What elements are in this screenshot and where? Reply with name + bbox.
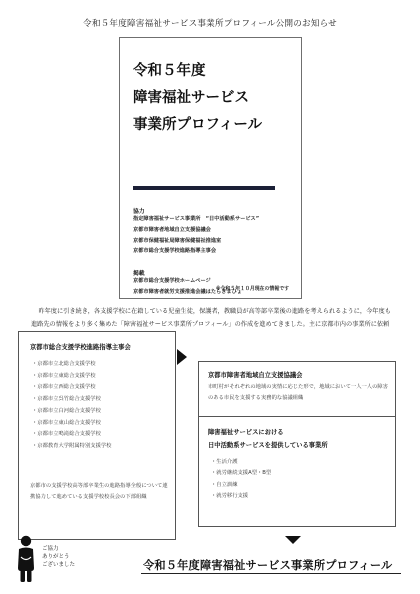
footer-underline [141,573,401,574]
right-bottom-heading: 障害福祉サービスにおける 日中活動系サービスを提供している事業所 [208,429,328,449]
list-item: 京都市障害者就労支援推進会議はたらきまひょ [133,288,242,295]
list-item: ・京都市立西総合支援学校 [32,384,96,391]
list-item: 京都市総合支援学校ホームページ [133,278,211,284]
right-bottom-info-box [198,416,396,527]
list-item: ・生活介護 [211,459,238,465]
right-top-info-box [198,361,396,417]
arrow-down-icon [285,536,301,544]
cooperation-list [133,214,259,257]
list-item: ・京都市立北総合支援学校 [32,361,96,367]
list-item: ・就労移行支援 [211,492,249,499]
footer-title: 令和５年度障害福祉サービス事業所プロフィール [143,559,393,572]
list-item: ・京都市立鳴滝総合支援学校 [32,431,101,438]
intro-paragraph: 昨年度に引き続き，各支援学校に在籍している児童生徒，保護者，教職員が高等部卒業後の進路を考えられるように，今年度も進路先の情報をより多く集めた「障害福祉サービス事業所プロフィール」の作成を進めてきました。主に京都市内の事業所に依頼 [31,308,391,328]
left-info-box [18,331,176,540]
list-item: ・就労継続支援A型・B型 [211,470,272,477]
list-item: ・自立訓練 [211,481,238,488]
list-item: 指定障害福祉サービス事業所 “日中活動系サービス” [133,216,260,222]
bowing-person-icon [14,535,38,583]
school-list [32,359,111,453]
service-list [211,457,271,502]
right-top-body: 市町村がそれぞれの地域の実情に応じた形で，地域において一人一人の障害のある市民を支援する実務的な協議組織 [208,384,388,401]
list-item: ・京都市立東総合支援学校 [32,372,96,379]
cooperation-heading: 協力 [133,209,145,215]
right-top-heading: 京都市障害者地域自立支援協議会 [208,372,303,379]
left-box-heading: 京都市総合支援学校進路指導主事会 [30,344,131,351]
thanks-message: ご協力 ありがとう ございました [42,546,76,569]
cover-title: 令和５年度 障害福祉サービス 事業所プロフィール [133,63,263,133]
list-item: ・京都市立呉竹総合支援学校 [32,396,101,403]
list-item: 京都市総合支援学校進路指導主事会 [133,248,217,255]
brochure-cover [119,37,302,299]
list-item: ・京都市立白河総合支援学校 [32,407,101,414]
list-item: 京都市障害者地域自立支援協議会 [133,226,211,233]
arrow-right-icon [177,349,187,365]
list-item: ・京都教育大学附属特別支援学校 [32,442,112,449]
page-title: 令和５年度障害福祉サービス事業所プロフィール公開のお知らせ [83,19,337,29]
publication-heading: 掲載 [133,271,145,277]
list-item: ・京都市立東山総合支援学校 [32,419,101,426]
cover-divider-bar [133,186,275,190]
list-item: 京都市保健福祉局障害保健福祉推進室 [133,237,222,244]
cover-note: ※令和５年１０月現在の情報です [215,286,289,292]
left-box-note: 京都市の支援学校高等部卒業生の進路指導全般について連携協力して進めている支援学校校長会の下部組織 [30,483,168,500]
